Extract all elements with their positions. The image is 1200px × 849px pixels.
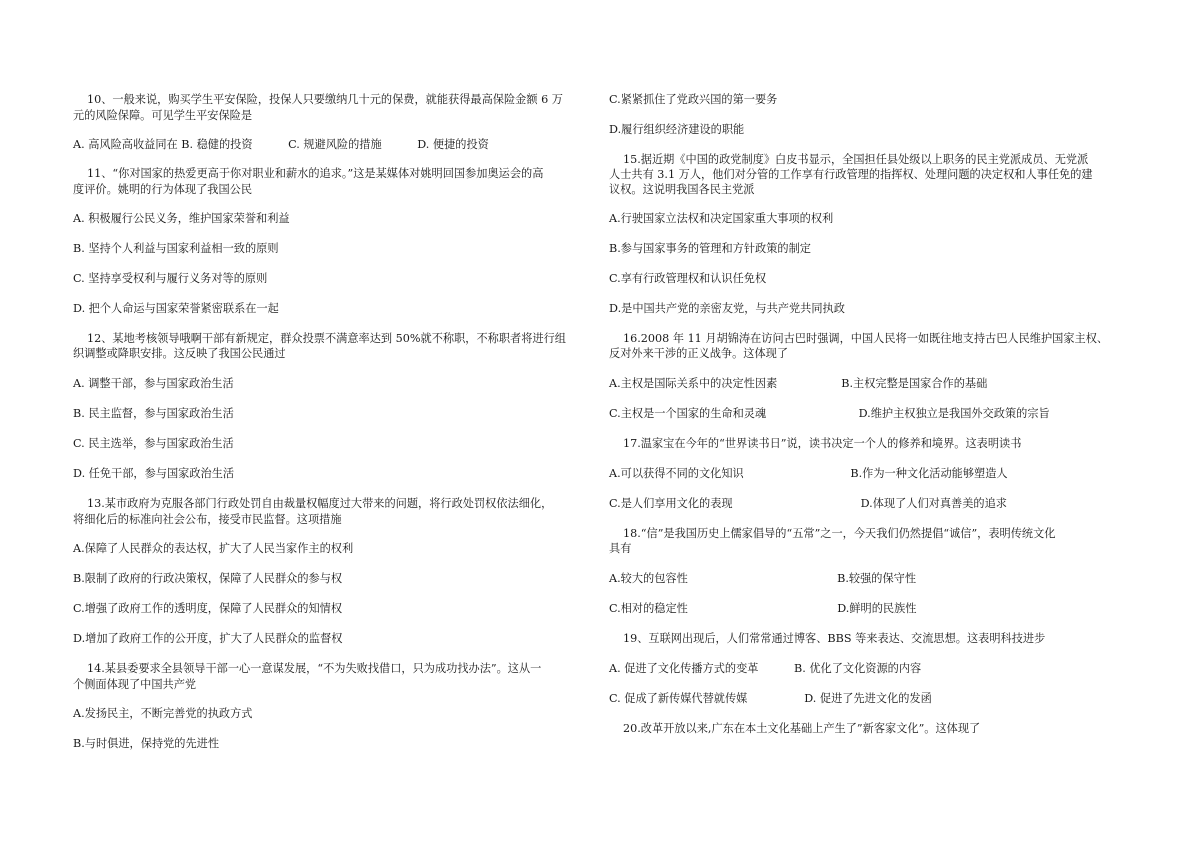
question-13-stem-cont: 将细化后的标准向社会公布，接受市民监督。这项措施 [73, 513, 342, 526]
question-12-option-c: C. 民主选举，参与国家政治生活 [73, 437, 234, 450]
question-17-options-cd: C.是人们享用文化的表现 D.体现了人们对真善美的追求 [609, 497, 1007, 510]
question-13-option-b: B.限制了政府的行政决策权，保障了人民群众的参与权 [73, 572, 343, 585]
question-18-options-ab: A.较大的包容性 B.较强的保守性 [609, 572, 917, 585]
question-19-stem: 19、互联网出现后，人们常常通过博客、BBS 等来表达、交流思想。这表明科技进步 [623, 632, 1046, 645]
question-17-options-ab: A.可以获得不同的文化知识 B.作为一种文化活动能够塑造人 [609, 467, 1008, 480]
question-10-stem-cont: 元的风险保障。可见学生平安保险是 [73, 109, 253, 122]
question-13-stem: 13.某市政府为克服各部门行政处罚自由裁量权幅度过大带来的问题，将行政处罚权依法细化， [87, 497, 553, 510]
question-18-options-cd: C.相对的稳定性 D.鲜明的民族性 [609, 602, 917, 615]
question-11-stem-cont: 度评价。姚明的行为体现了我国公民 [73, 183, 253, 196]
question-12-option-a: A. 调整干部，参与国家政治生活 [73, 377, 234, 390]
question-10-options: A. 高风险高收益同在 B. 稳健的投资 C. 规避风险的措施 D. 便捷的投资 [73, 138, 489, 151]
question-12-option-d: D. 任免干部，参与国家政治生活 [73, 467, 235, 480]
question-12-stem: 12、某地考核领导哦啊干部有新规定，群众投票不满意率达到 50%就不称职，不称职者将进行组 [87, 332, 566, 345]
question-11-option-a: A. 积极履行公民义务，维护国家荣誉和利益 [73, 212, 290, 225]
question-15-stem: 15.据近期《中国的政党制度》白皮书显示，全国担任县处级以上职务的民主党派成员、无党派 [623, 153, 1089, 166]
question-18-stem-cont: 具有 [609, 542, 632, 555]
question-16-options-cd: C.主权是一个国家的生命和灵魂 D.维护主权独立是我国外交政策的宗旨 [609, 407, 1050, 420]
question-14-option-b: B.与时俱进，保持党的先进性 [73, 737, 220, 750]
question-10-stem: 10、一般来说，购买学生平安保险，投保人只要缴纳几十元的保费，就能获得最高保险金额 6 万 [87, 93, 563, 106]
question-14-stem-cont: 个侧面体现了中国共产党 [73, 678, 197, 691]
question-15-option-c: C.享有行政管理权和认识任免权 [609, 272, 767, 285]
question-13-option-a: A.保障了人民群众的表达权，扩大了人民当家作主的权利 [73, 542, 354, 555]
question-14-option-d: D.履行组织经济建设的职能 [609, 123, 745, 136]
question-13-option-d: D.增加了政府工作的公开度，扩大了人民群众的监督权 [73, 632, 343, 645]
question-15-option-b: B.参与国家事务的管理和方针政策的制定 [609, 242, 811, 255]
question-14-stem: 14.某县委要求全县领导干部一心一意谋发展，“不为失败找借口，只为成功找办法”。这从一 [87, 662, 542, 675]
question-11-option-d: D. 把个人命运与国家荣誉紧密联系在一起 [73, 302, 279, 315]
question-19-options-ab: A. 促进了文化传播方式的变革 B. 优化了文化资源的内容 [609, 662, 922, 675]
question-12-stem-cont: 织调整或降职安排。这反映了我国公民通过 [73, 347, 286, 360]
question-17-stem: 17.温家宝在今年的“世界读书日”说，读书决定一个人的修养和境界。这表明读书 [623, 437, 1022, 450]
question-11-option-b: B. 坚持个人利益与国家利益相一致的原则 [73, 242, 279, 255]
question-13-option-c: C.增强了政府工作的透明度，保障了人民群众的知情权 [73, 602, 343, 615]
question-15-stem-cont-2: 议权。这说明我国各民主党派 [609, 183, 755, 196]
question-20-stem: 20.改革开放以来,广东在本土文化基础上产生了”新客家文化”。这体现了 [623, 722, 981, 735]
question-18-stem: 18.“信”是我国历史上儒家倡导的“五常”之一，今天我们仍然提倡“诚信”，表明传统文化 [623, 527, 1056, 540]
question-14-option-c: C.紧紧抓住了党政兴国的第一要务 [609, 93, 778, 106]
question-15-option-d: D.是中国共产党的亲密友党，与共产党共同执政 [609, 302, 845, 315]
question-15-stem-cont: 人士共有 3.1 万人，他们对分管的工作享有行政管理的指挥权、处理问题的决定权和人事任免的建 [609, 168, 1093, 181]
question-12-option-b: B. 民主监督，参与国家政治生活 [73, 407, 234, 420]
question-11-option-c: C. 坚持享受权利与履行义务对等的原则 [73, 272, 268, 285]
question-11-stem: 11、“你对国家的热爱更高于你对职业和薪水的追求。”这是某媒体对姚明回国参加奥运会的高 [87, 167, 544, 180]
question-16-stem-cont: 反对外来干涉的正义战争。这体现了 [609, 347, 789, 360]
question-14-option-a: A.发扬民主，不断完善党的执政方式 [73, 707, 253, 720]
question-15-option-a: A.行驶国家立法权和决定国家重大事项的权利 [609, 212, 834, 225]
question-16-stem: 16.2008 年 11 月胡锦涛在访问古巴时强调，中国人民将一如既往地支持古巴人民维护国家主权、 [623, 332, 1109, 345]
question-16-options-ab: A.主权是国际关系中的决定性因素 B.主权完整是国家合作的基础 [609, 377, 988, 390]
question-19-options-cd: C. 促成了新传媒代替就传媒 D. 促进了先进文化的发函 [609, 692, 932, 705]
